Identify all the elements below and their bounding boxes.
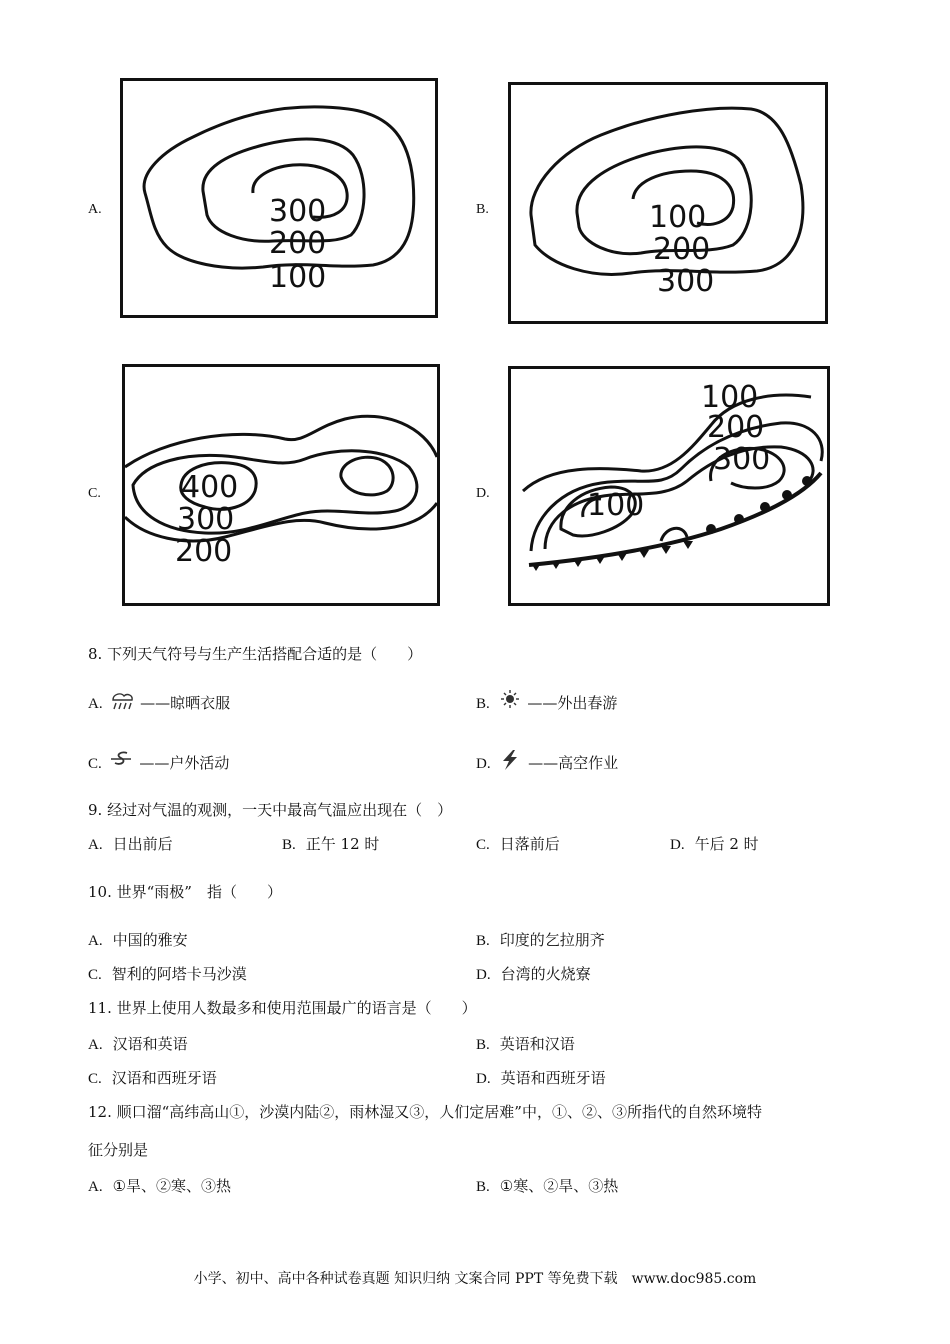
q12-option-b[interactable]: [476, 1176, 618, 1197]
q9-option-a-letter: A.: [88, 837, 103, 853]
contour-map-a: [120, 78, 438, 318]
map-b-label-3: 300: [657, 264, 715, 299]
contour-lines-a: [123, 81, 435, 315]
map-d-label-4: 100: [587, 488, 645, 523]
q10-option-c-letter: C.: [88, 967, 102, 983]
q11-option-d[interactable]: [476, 1068, 606, 1089]
q9-option-d-letter: D.: [670, 837, 685, 853]
q9-option-c-text: 日落前后: [499, 835, 560, 853]
q11-option-d-text: 英语和西班牙语: [500, 1069, 606, 1087]
sandstorm-icon: [109, 750, 135, 772]
question-10-stem: 10. 世界“雨极” 指（ ）: [88, 883, 282, 901]
rain-icon: [109, 690, 135, 712]
q9-option-b-letter: B.: [282, 837, 296, 853]
q8-option-a-text: ——晾晒衣服: [140, 694, 231, 712]
q8-option-b-letter: B.: [476, 696, 490, 712]
q8-option-b[interactable]: [476, 690, 617, 714]
map-c-label-3: 200: [175, 534, 233, 569]
map-a-label-1: 300: [269, 194, 327, 229]
q12-option-a[interactable]: [88, 1176, 231, 1197]
q8-option-b-text: ——外出春游: [527, 694, 618, 712]
map-c-label-1: 400: [181, 470, 239, 505]
map-d-label-1: 100: [701, 380, 759, 415]
map-c-letter: C.: [88, 486, 101, 501]
q10-option-a-text: 中国的雅安: [112, 931, 188, 949]
q8-option-d-letter: D.: [476, 756, 491, 772]
contour-lines-c: [125, 367, 437, 603]
q11-option-a-text: 汉语和英语: [112, 1035, 188, 1053]
q9-option-b-text: 正午 12 时: [305, 835, 380, 853]
q9-option-c[interactable]: [476, 834, 560, 855]
map-a-label-2: 200: [269, 226, 327, 261]
map-a-letter: A.: [88, 202, 102, 217]
q10-option-c[interactable]: [88, 964, 247, 985]
q9-option-d-text: 午后 2 时: [694, 835, 759, 853]
question-11-stem: 11. 世界上使用人数最多和使用范围最广的语言是（ ）: [88, 999, 477, 1017]
q11-option-b-text: 英语和汉语: [499, 1035, 575, 1053]
q9-option-a[interactable]: [88, 834, 173, 855]
q10-option-d-text: 台湾的火烧寮: [500, 965, 591, 983]
question-8-stem: 8. 下列天气符号与生产生活搭配合适的是（ ）: [88, 645, 423, 663]
q12-option-a-letter: A.: [88, 1179, 103, 1195]
page-footer: 小学、初中、高中各种试卷真题 知识归纳 文案合同 PPT 等免费下载 www.doc985.com: [193, 1271, 757, 1287]
map-c-label-2: 300: [177, 502, 235, 537]
q10-option-a[interactable]: [88, 930, 188, 951]
q11-option-b-letter: B.: [476, 1037, 490, 1053]
map-a-label-3: 100: [269, 260, 327, 295]
q9-option-d[interactable]: [670, 834, 759, 855]
q10-option-c-text: 智利的阿塔卡马沙漠: [111, 965, 247, 983]
contour-map-b: [508, 82, 828, 324]
contour-lines-d: [511, 369, 827, 603]
q10-option-a-letter: A.: [88, 933, 103, 949]
q11-option-a-letter: A.: [88, 1037, 103, 1053]
question-12-stem-line-1: 12. 顺口溜“高纬高山①，沙漠内陆②，雨林湿又③，人们定居难”中，①、②、③所指代的自然环境特: [88, 1103, 762, 1121]
sun-icon: [497, 690, 523, 712]
q9-option-b[interactable]: [282, 834, 379, 855]
question-9-stem: 9. 经过对气温的观测，一天中最高气温应出现在（ ）: [88, 801, 453, 819]
q11-option-c-text: 汉语和西班牙语: [111, 1069, 217, 1087]
q8-option-a-letter: A.: [88, 696, 103, 712]
q8-option-c-text: ——户外活动: [139, 754, 230, 772]
q10-option-d[interactable]: [476, 964, 591, 985]
q11-option-c[interactable]: [88, 1068, 217, 1089]
q10-option-b[interactable]: [476, 930, 605, 951]
contour-lines-b: [511, 85, 825, 321]
q8-option-c[interactable]: [88, 750, 229, 774]
q11-option-d-letter: D.: [476, 1071, 491, 1087]
q11-option-c-letter: C.: [88, 1071, 102, 1087]
q9-option-a-text: 日出前后: [112, 835, 173, 853]
map-d-letter: D.: [476, 486, 490, 501]
contour-map-c: [122, 364, 440, 606]
map-d-label-3: 300: [713, 442, 771, 477]
q11-option-b[interactable]: [476, 1034, 575, 1055]
q12-option-b-letter: B.: [476, 1179, 490, 1195]
q8-option-d-text: ——高空作业: [528, 754, 619, 772]
q8-option-c-letter: C.: [88, 756, 102, 772]
contour-map-d: [508, 366, 830, 606]
q12-option-a-text: ①旱、②寒、③热: [112, 1177, 232, 1195]
q10-option-b-text: 印度的乞拉朋齐: [499, 931, 605, 949]
map-b-label-2: 200: [653, 232, 711, 267]
map-b-letter: B.: [476, 202, 489, 217]
q11-option-a[interactable]: [88, 1034, 188, 1055]
map-b-label-1: 100: [649, 200, 707, 235]
q8-option-d[interactable]: [476, 750, 618, 774]
q8-option-a[interactable]: [88, 690, 230, 714]
map-d-label-2: 200: [707, 410, 765, 445]
q10-option-d-letter: D.: [476, 967, 491, 983]
q9-option-c-letter: C.: [476, 837, 490, 853]
q10-option-b-letter: B.: [476, 933, 490, 949]
thunder-icon: [497, 750, 523, 772]
q12-option-b-text: ①寒、②旱、③热: [499, 1177, 619, 1195]
question-12-stem-line-2: 征分别是: [88, 1141, 149, 1159]
